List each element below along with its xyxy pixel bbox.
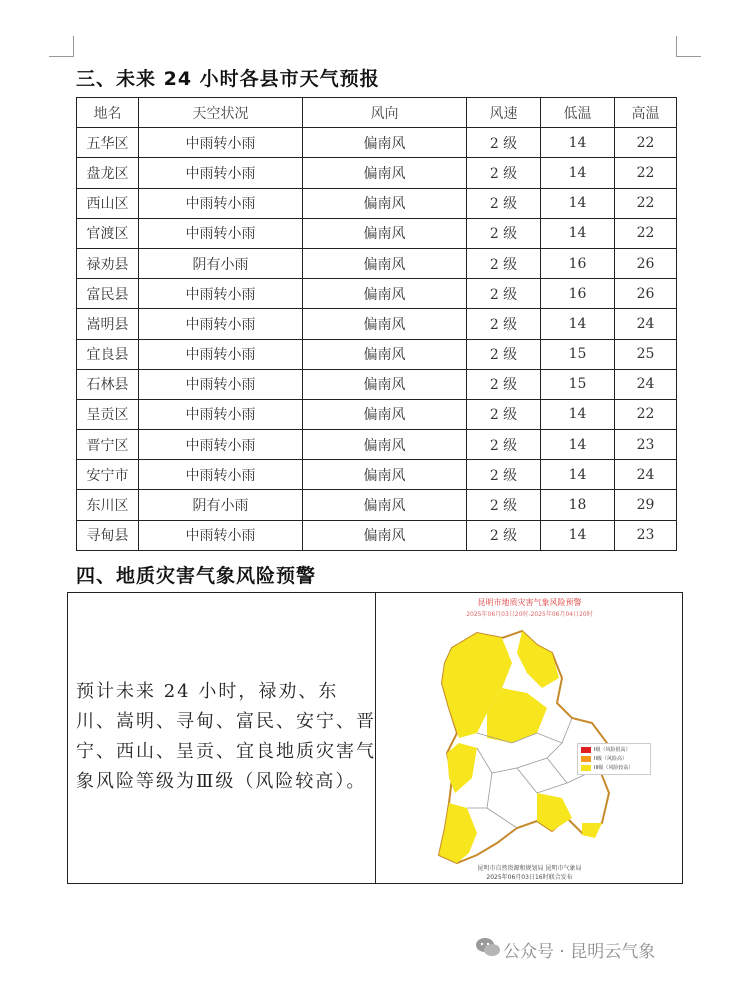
table-cell: 中雨转小雨 (139, 430, 303, 460)
table-cell: 15 (541, 339, 615, 369)
table-cell: 中雨转小雨 (139, 309, 303, 339)
table-cell: 2 级 (467, 490, 541, 520)
table-cell: 2 级 (467, 520, 541, 550)
table-row (77, 188, 677, 218)
crop-mark-top-right (676, 36, 701, 57)
table-row (77, 309, 677, 339)
table-row (77, 128, 677, 158)
table-cell: 官渡区 (77, 218, 139, 248)
legend-swatch (581, 765, 591, 771)
table-cell: 偏南风 (303, 339, 467, 369)
table-cell: 14 (541, 128, 615, 158)
legend-item: III级（风险较高） (581, 764, 649, 772)
table-cell: 中雨转小雨 (139, 339, 303, 369)
table-header-cell: 风速 (467, 98, 541, 128)
risk-text-cell (68, 593, 376, 883)
table-row (77, 490, 677, 520)
table-row (77, 369, 677, 399)
table-cell: 22 (615, 218, 677, 248)
table-cell: 2 级 (467, 218, 541, 248)
table-cell: 中雨转小雨 (139, 369, 303, 399)
table-cell: 22 (615, 158, 677, 188)
table-cell: 22 (615, 128, 677, 158)
table-cell: 15 (541, 369, 615, 399)
table-cell: 偏南风 (303, 188, 467, 218)
table-cell: 14 (541, 460, 615, 490)
table-cell: 偏南风 (303, 520, 467, 550)
watermark (503, 937, 655, 962)
table-cell: 2 级 (467, 339, 541, 369)
map-subtitle: 2025年06月03日20时-2025年06月04日20时 (466, 611, 593, 618)
legend-item: II级（风险高） (581, 755, 649, 763)
table-cell: 23 (615, 520, 677, 550)
table-cell: 2 级 (467, 460, 541, 490)
table-cell: 盘龙区 (77, 158, 139, 188)
table-cell: 16 (541, 279, 615, 309)
table-cell: 中雨转小雨 (139, 399, 303, 429)
table-cell: 中雨转小雨 (139, 188, 303, 218)
table-cell: 偏南风 (303, 158, 467, 188)
table-cell: 五华区 (77, 128, 139, 158)
table-cell: 2 级 (467, 399, 541, 429)
table-cell: 东川区 (77, 490, 139, 520)
table-cell: 中雨转小雨 (139, 158, 303, 188)
table-cell: 偏南风 (303, 399, 467, 429)
risk-map (377, 593, 682, 883)
table-cell: 偏南风 (303, 218, 467, 248)
table-row (77, 248, 677, 278)
table-row (77, 158, 677, 188)
table-cell: 14 (541, 188, 615, 218)
table-cell: 2 级 (467, 309, 541, 339)
map-footer-org: 昆明市自然资源和规划局 昆明市气象局 (477, 865, 582, 872)
table-row (77, 218, 677, 248)
table-row (77, 430, 677, 460)
table-cell: 26 (615, 248, 677, 278)
table-row (77, 460, 677, 490)
table-cell: 16 (541, 248, 615, 278)
table-cell: 阴有小雨 (139, 490, 303, 520)
table-cell: 22 (615, 188, 677, 218)
table-cell: 呈贡区 (77, 399, 139, 429)
table-cell: 23 (615, 430, 677, 460)
table-cell: 2 级 (467, 128, 541, 158)
weather-forecast-table (76, 97, 677, 551)
table-cell: 24 (615, 309, 677, 339)
table-cell: 中雨转小雨 (139, 218, 303, 248)
table-row (77, 520, 677, 550)
section-3-title: 三、未来 24 小时各县市天气预报 (76, 68, 380, 90)
table-cell: 2 级 (467, 279, 541, 309)
table-cell: 24 (615, 369, 677, 399)
table-header-row (77, 98, 677, 128)
table-cell: 2 级 (467, 248, 541, 278)
table-cell: 偏南风 (303, 128, 467, 158)
table-cell: 嵩明县 (77, 309, 139, 339)
section-4-title: 四、地质灾害气象风险预警 (76, 565, 317, 587)
map-footer-time: 2025年06月03日16时联合发布 (486, 874, 573, 881)
table-cell: 偏南风 (303, 279, 467, 309)
legend-item: I级（风险很高） (581, 746, 649, 754)
watermark-text: 公众号 · 昆明云气象 (503, 942, 656, 962)
map-graphic (377, 593, 682, 883)
legend-swatch (581, 756, 591, 762)
risk-warning-box (67, 592, 683, 884)
table-cell: 中雨转小雨 (139, 279, 303, 309)
crop-mark-top-left (49, 36, 74, 57)
table-cell: 宜良县 (77, 339, 139, 369)
table-row (77, 279, 677, 309)
table-cell: 富民县 (77, 279, 139, 309)
table-cell: 中雨转小雨 (139, 520, 303, 550)
table-cell: 西山区 (77, 188, 139, 218)
table-cell: 26 (615, 279, 677, 309)
table-cell: 石林县 (77, 369, 139, 399)
table-cell: 2 级 (467, 158, 541, 188)
wechat-icon (475, 936, 501, 958)
table-cell: 2 级 (467, 188, 541, 218)
table-cell: 禄劝县 (77, 248, 139, 278)
table-cell: 14 (541, 430, 615, 460)
table-cell: 14 (541, 399, 615, 429)
table-cell: 中雨转小雨 (139, 128, 303, 158)
risk-description: 预计未来 24 小时，禄劝、东川、嵩明、寻甸、富民、安宁、晋宁、西山、呈贡、宜良地质灾害气象风险等级为Ⅲ级（风险较高）。 (76, 681, 376, 792)
table-cell: 偏南风 (303, 248, 467, 278)
table-cell: 偏南风 (303, 369, 467, 399)
table-row (77, 399, 677, 429)
table-cell: 偏南风 (303, 430, 467, 460)
map-legend (577, 743, 651, 775)
table-cell: 29 (615, 490, 677, 520)
table-cell: 阴有小雨 (139, 248, 303, 278)
table-cell: 晋宁区 (77, 430, 139, 460)
table-cell: 14 (541, 309, 615, 339)
map-title: 昆明市地质灾害气象风险预警 (477, 598, 582, 607)
table-header-cell: 高温 (615, 98, 677, 128)
table-cell: 14 (541, 218, 615, 248)
table-cell: 中雨转小雨 (139, 460, 303, 490)
table-header-cell: 地名 (77, 98, 139, 128)
table-header-cell: 低温 (541, 98, 615, 128)
table-header-cell: 天空状况 (139, 98, 303, 128)
table-cell: 偏南风 (303, 460, 467, 490)
table-cell: 2 级 (467, 430, 541, 460)
table-header-cell: 风向 (303, 98, 467, 128)
table-cell: 14 (541, 158, 615, 188)
table-row (77, 339, 677, 369)
table-cell: 寻甸县 (77, 520, 139, 550)
legend-swatch (581, 747, 591, 753)
table-cell: 18 (541, 490, 615, 520)
table-cell: 14 (541, 520, 615, 550)
table-cell: 2 级 (467, 369, 541, 399)
table-cell: 24 (615, 460, 677, 490)
table-cell: 偏南风 (303, 490, 467, 520)
table-cell: 22 (615, 399, 677, 429)
table-cell: 偏南风 (303, 309, 467, 339)
table-cell: 25 (615, 339, 677, 369)
table-cell: 安宁市 (77, 460, 139, 490)
